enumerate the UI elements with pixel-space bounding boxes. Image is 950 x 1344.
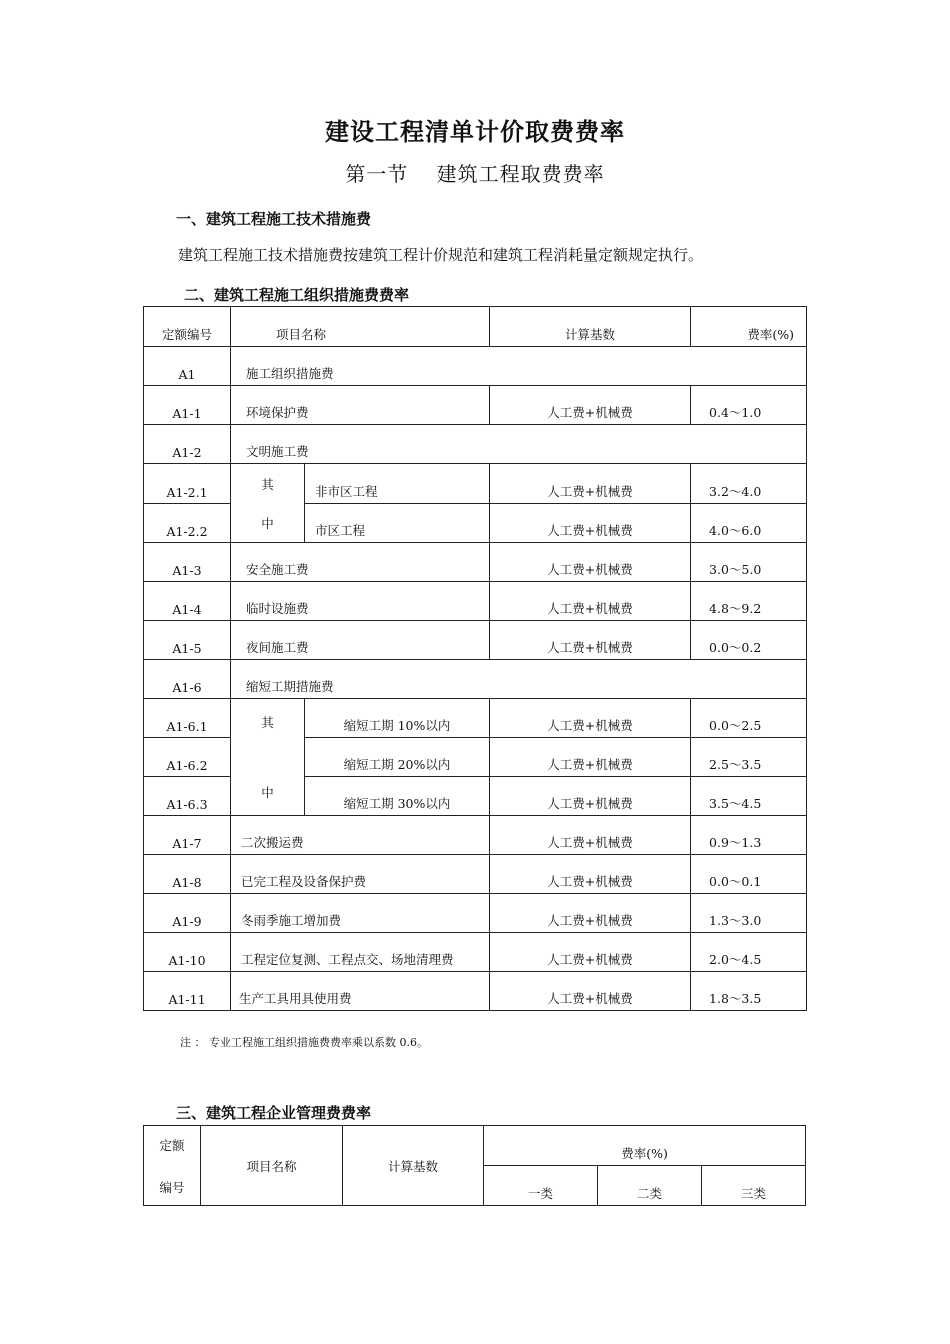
row-rate: 1.8～3.5 (691, 972, 807, 1011)
row-name: 施工组织措施费 (231, 347, 807, 386)
table-row (144, 386, 807, 425)
row-code: A1-4 (144, 582, 231, 621)
row-code: A1-2.2 (144, 503, 231, 543)
row-name: 工程定位复测、工程点交、场地清理费 (231, 933, 490, 972)
row-name: 环境保护费 (231, 386, 490, 425)
row-rate: 3.2～4.0 (691, 464, 807, 504)
header-code: 定额编号 (144, 307, 231, 347)
row-name: 缩短工期 10%以内 (305, 699, 490, 738)
row-name: 夜间施工费 (231, 621, 490, 660)
header-class1: 一类 (484, 1166, 598, 1206)
row-name: 临时设施费 (231, 582, 490, 621)
management-fee-table (143, 1125, 806, 1206)
header-code-line2: 编号 (159, 1179, 185, 1195)
table-header-row (144, 307, 807, 347)
header-name: 项目名称 (201, 1126, 343, 1206)
row-rate: 2.5～3.5 (691, 738, 807, 777)
qizhong-char-2: 中 (261, 515, 274, 531)
row-base: 人工费+机械费 (490, 621, 691, 660)
table-row (144, 582, 807, 621)
organization-measures-table (143, 306, 807, 1011)
header-base: 计算基数 (490, 307, 691, 347)
row-rate: 2.0～4.5 (691, 933, 807, 972)
row-code: A1-2.1 (144, 464, 231, 504)
qizhong-cell (231, 464, 305, 543)
row-rate: 1.3～3.0 (691, 894, 807, 933)
row-rate: 3.5～4.5 (691, 777, 807, 816)
table-row (144, 660, 807, 699)
row-rate: 0.9～1.3 (691, 816, 807, 855)
row-rate: 0.0～0.2 (691, 621, 807, 660)
row-base: 人工费+机械费 (490, 582, 691, 621)
technical-measures-text: 建筑工程施工技术措施费按建筑工程计价规范和建筑工程消耗量定额规定执行。 (178, 246, 704, 264)
row-code: A1-1 (144, 386, 231, 425)
row-rate: 0.0～0.1 (691, 855, 807, 894)
row-name: 市区工程 (305, 503, 490, 543)
table-row (144, 699, 807, 738)
row-base: 人工费+机械费 (490, 543, 691, 582)
row-code: A1-5 (144, 621, 231, 660)
row-name: 文明施工费 (231, 425, 807, 464)
page-title: 建设工程清单计价取费费率 (325, 117, 625, 146)
row-rate: 0.4～1.0 (691, 386, 807, 425)
row-code: A1-3 (144, 543, 231, 582)
row-rate: 3.0～5.0 (691, 543, 807, 582)
row-code: A1-10 (144, 933, 231, 972)
row-base: 人工费+机械费 (490, 777, 691, 816)
qizhong-char-1: 其 (261, 715, 274, 730)
table-header-row (144, 1126, 806, 1166)
row-code: A1-11 (144, 972, 231, 1011)
row-code: A1-6.1 (144, 699, 231, 738)
table-row (144, 347, 807, 386)
row-name: 安全施工费 (231, 543, 490, 582)
table-note: 注 ： 专业工程施工组织措施费费率乘以系数 0.6。 (180, 1036, 428, 1049)
table-row (144, 816, 807, 855)
header-name: 项目名称 (231, 307, 490, 347)
row-code: A1-6.2 (144, 738, 231, 777)
row-name: 非市区工程 (305, 464, 490, 504)
table-row (144, 972, 807, 1011)
header-rate: 费率(%) (484, 1126, 806, 1166)
section-title: 第一节 建筑工程取费费率 (345, 162, 605, 186)
row-base: 人工费+机械费 (490, 386, 691, 425)
table-row (144, 894, 807, 933)
row-base: 人工费+机械费 (490, 933, 691, 972)
row-base: 人工费+机械费 (490, 816, 691, 855)
row-code: A1-6 (144, 660, 231, 699)
header-code (144, 1126, 201, 1206)
row-base: 人工费+机械费 (490, 738, 691, 777)
row-base: 人工费+机械费 (490, 855, 691, 894)
row-name: 缩短工期 20%以内 (305, 738, 490, 777)
table-row (144, 425, 807, 464)
row-code: A1-2 (144, 425, 231, 464)
row-code: A1-9 (144, 894, 231, 933)
header-class3: 三类 (702, 1166, 806, 1206)
table-row (144, 464, 807, 504)
row-code: A1 (144, 347, 231, 386)
row-code: A1-7 (144, 816, 231, 855)
row-base: 人工费+机械费 (490, 894, 691, 933)
header-base: 计算基数 (343, 1126, 484, 1206)
row-code: A1-6.3 (144, 777, 231, 816)
row-base: 人工费+机械费 (490, 503, 691, 543)
row-base: 人工费+机械费 (490, 972, 691, 1011)
heading-technical-measures: 一、建筑工程施工技术措施费 (176, 210, 372, 228)
table-row (144, 621, 807, 660)
row-base: 人工费+机械费 (490, 464, 691, 504)
row-name: 缩短工期措施费 (231, 660, 807, 699)
row-rate: 4.8～9.2 (691, 582, 807, 621)
row-name: 缩短工期 30%以内 (305, 777, 490, 816)
qizhong-cell (231, 699, 305, 816)
heading-management-fee: 三、建筑工程企业管理费费率 (176, 1104, 372, 1122)
row-code: A1-8 (144, 855, 231, 894)
row-name: 二次搬运费 (231, 816, 490, 855)
header-class2: 二类 (598, 1166, 702, 1206)
row-name: 生产工具用具使用费 (231, 972, 490, 1011)
table-row (144, 855, 807, 894)
header-rate: 费率(%) (691, 307, 807, 347)
row-rate: 0.0～2.5 (691, 699, 807, 738)
heading-organization-measures: 二、建筑工程施工组织措施费费率 (184, 286, 410, 304)
row-name: 冬雨季施工增加费 (231, 894, 490, 933)
row-rate: 4.0～6.0 (691, 503, 807, 543)
qizhong-char-1: 其 (261, 476, 274, 492)
row-name: 已完工程及设备保护费 (231, 855, 490, 894)
header-code-line1: 定额 (159, 1137, 185, 1153)
qizhong-char-2: 中 (261, 785, 274, 800)
table-row (144, 933, 807, 972)
row-base: 人工费+机械费 (490, 699, 691, 738)
table-row (144, 543, 807, 582)
